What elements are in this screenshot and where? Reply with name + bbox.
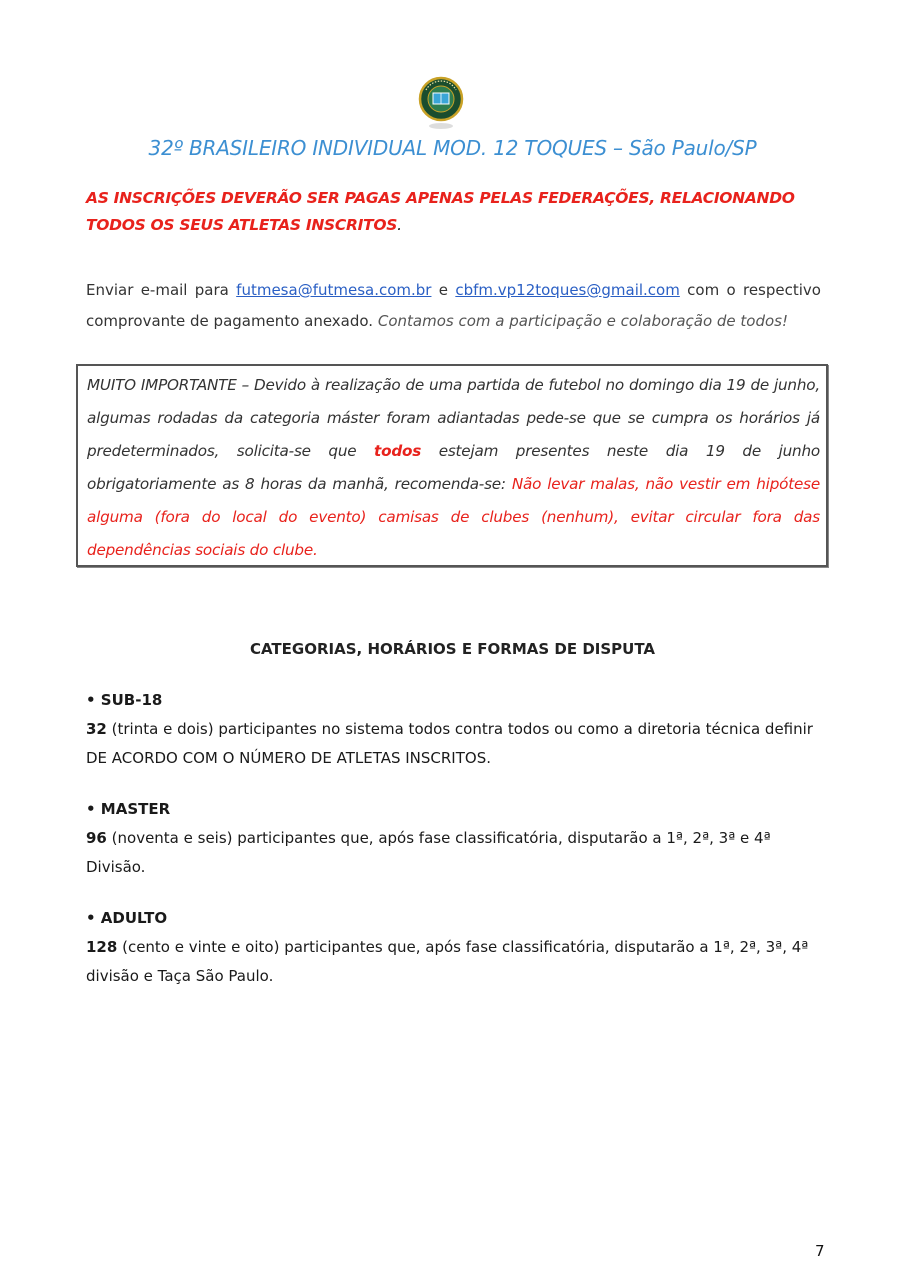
category-count: 96 [86, 829, 107, 847]
category-description [86, 824, 816, 882]
email-conj: e [438, 281, 449, 299]
category-adulto [86, 905, 816, 991]
category-name: • MASTER [86, 800, 171, 818]
category-desc-text: (cento e vinte e oito) participantes que, após fase classificatória, disputarão a 1ª, 2ª, 3ª, 4ª divisão e Taça São Paulo. [86, 938, 809, 985]
category-sub18 [86, 687, 816, 773]
important-notice-box [76, 364, 828, 567]
category-count: 32 [86, 720, 107, 738]
email-link-futmesa[interactable]: futmesa@futmesa.com.br [236, 281, 432, 299]
important-part2: estejam presentes neste dia 19 de junho obrigatoriamente as 8 horas da manhã, recomenda-se: [87, 442, 820, 493]
notice-end: . [397, 216, 402, 234]
email-italic-note: Contamos com a participação e colaboração de todos! [377, 312, 789, 330]
email-instructions [86, 275, 821, 337]
category-count: 128 [86, 938, 118, 956]
email-suffix: com o respectivo comprovante de pagamento anexado. [86, 281, 821, 330]
federation-payment-notice [86, 185, 826, 239]
categories-heading: CATEGORIAS, HORÁRIOS E FORMAS DE DISPUTA [249, 640, 655, 658]
email-prefix: Enviar e-mail para [86, 281, 229, 299]
cbfm-seal-logo-icon [418, 76, 464, 132]
page-title: 32º BRASILEIRO INDIVIDUAL MOD. 12 TOQUES – São Paulo/SP [148, 136, 757, 160]
notice-text: AS INSCRIÇÕES DEVERÃO SER PAGAS APENAS PELAS FEDERAÇÕES, RELACIONANDO TODOS OS SEUS ATLETAS INSCRITOS [86, 189, 795, 234]
category-desc-text: (trinta e dois) participantes no sistema todos contra todos ou como a diretoria técnica definir DE ACORDO COM O NÚMERO DE ATLETAS INSCRITOS. [86, 720, 813, 767]
category-name: • ADULTO [86, 909, 168, 927]
category-master [86, 796, 816, 882]
category-description [86, 715, 816, 773]
page-number: 7 [815, 1242, 825, 1260]
important-notice-text [87, 369, 820, 567]
category-name: • SUB-18 [86, 691, 163, 709]
important-highlight: todos [374, 442, 422, 460]
category-description [86, 933, 816, 991]
email-link-cbfm[interactable]: cbfm.vp12toques@gmail.com [455, 281, 680, 299]
important-part1: MUITO IMPORTANTE – Devido à realização de uma partida de futebol no domingo dia 19 de junho, algumas rodadas da categoria máster foram adiantadas pede-se que se cumpra os horários já predeterminados, solicita-se que [87, 376, 820, 460]
category-desc-text: (noventa e seis) participantes que, após fase classificatória, disputarão a 1ª, 2ª, 3ª e 4ª Divisão. [86, 829, 771, 876]
important-red-recommendations: Não levar malas, não vestir em hipótese alguma (fora do local do evento) camisas de clubes (nenhum), evitar circular fora das dependências sociais do clube. [87, 475, 820, 559]
